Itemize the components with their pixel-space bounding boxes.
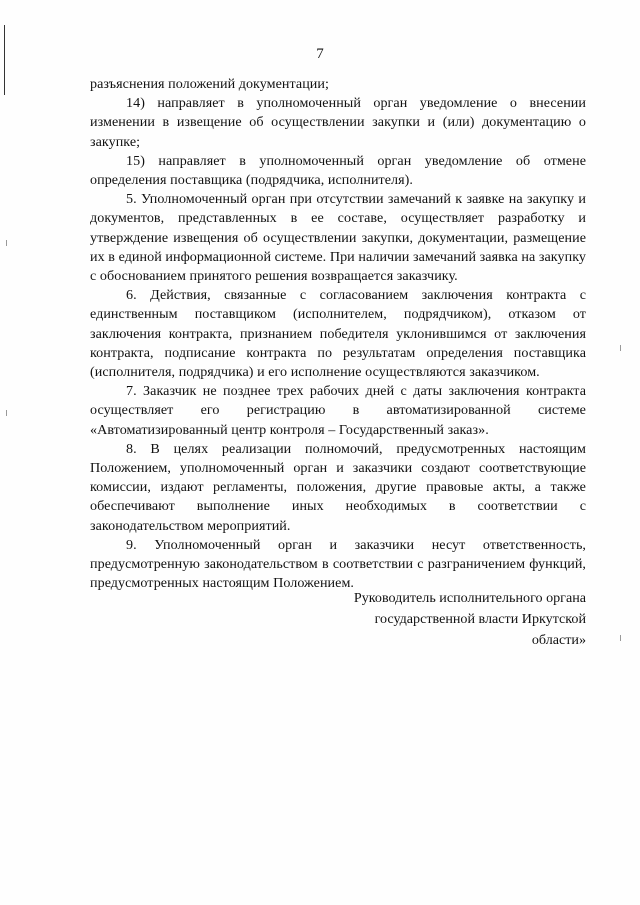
paragraph-6: 6. Действия, связанные с согласованием заключения контракта с единственным поставщиком (исполнителем, подрядчиком), отказом от заключения контракта, признанием победителя уклонившимся от заключения контракта, подписание контракта по результатам определения поставщика (исполнителя, подрядчика) и его исполнение осуществляются заказчиком. bbox=[90, 287, 586, 381]
signature-line-1: Руководитель исполнительного органа bbox=[353, 590, 586, 606]
document-body bbox=[90, 75, 586, 593]
signature-block bbox=[330, 588, 586, 651]
paragraph-5: 5. Уполномоченный орган при отсутствии замечаний к заявке на закупку и документов, представленных в ее составе, осуществляет разработку и утверждение извещения об осуществлении закупки, документации, размещение их в единой информационной системе. При наличии замечаний заявка на закупку с обоснованием принятого решения возвращается заказчику. bbox=[90, 191, 586, 285]
scan-speck bbox=[620, 635, 621, 641]
page-number: 7 bbox=[316, 46, 324, 62]
paragraph-continuation: разъяснения положений документации; bbox=[90, 76, 329, 92]
scan-speck bbox=[6, 410, 7, 416]
scan-speck bbox=[6, 240, 7, 246]
signature-line-2: государственной власти Иркутской области» bbox=[374, 611, 586, 648]
scan-speck bbox=[620, 345, 621, 351]
paragraph-9: 9. Уполномоченный орган и заказчики несут ответственность, предусмотренную законодательством в соответствии с разграничением функций, предусмотренных настоящим Положением. bbox=[90, 536, 586, 592]
paragraph-7: 7. Заказчик не позднее трех рабочих дней с даты заключения контракта осуществляет его регистрацию в автоматизированной системе «Автоматизированный центр контроля – Государственный заказ». bbox=[90, 383, 586, 438]
paragraph-8: 8. В целях реализации полномочий, предусмотренных настоящим Положением, уполномоченный орган и заказчики создают соответствующие комиссии, издают регламенты, положения, другие правовые акты, а также обеспечивают выполнение иных необходимых в соответствии с законодательством мероприятий. bbox=[90, 440, 586, 534]
paragraph-item-15: 15) направляет в уполномоченный орган уведомление об отмене определения поставщика (подрядчика, исполнителя). bbox=[90, 152, 586, 189]
paragraph-item-14: 14) направляет в уполномоченный орган уведомление о внесении изменении в извещение об осуществлении закупки и (или) документацию о закупке; bbox=[90, 95, 586, 150]
